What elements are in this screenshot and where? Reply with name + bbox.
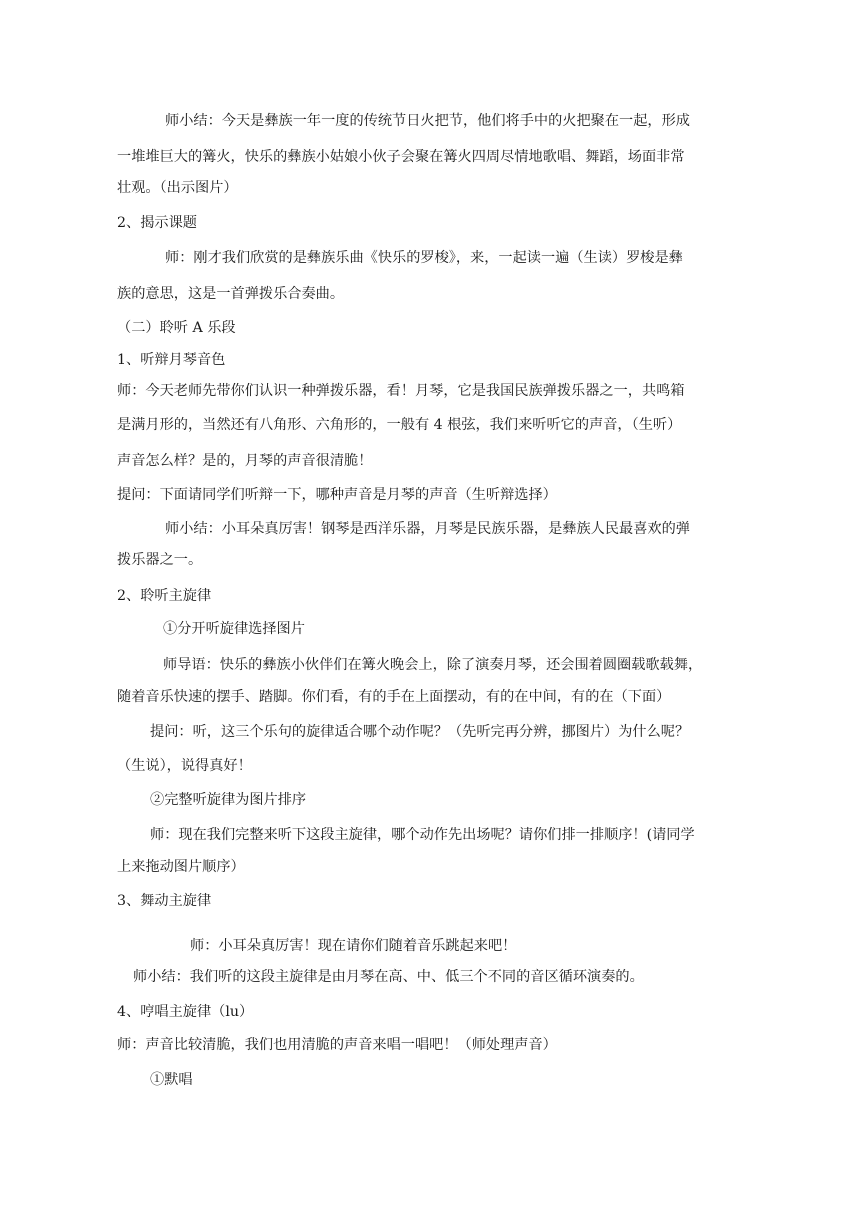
paragraph-line: 声音怎么样？是的，月琴的声音很清脆！ bbox=[117, 453, 373, 469]
paragraph-line: 提问：下面请同学们听辩一下，哪种声音是月琴的声音（生听辩选择） bbox=[117, 487, 557, 503]
section-heading: 2、揭示课题 bbox=[117, 215, 197, 231]
paragraph-line: 随着音乐快速的摆手、踏脚。你们看，有的手在上面摆动，有的在中间，有的在（下面） bbox=[117, 689, 671, 705]
paragraph-line: 师：现在我们完整来听下这段主旋律，哪个动作先出场呢？请你们排一排顺序！(请同学 bbox=[150, 827, 695, 843]
paragraph-line: 壮观。（出示图片） bbox=[117, 180, 238, 196]
paragraph-line: 师：声音比较清脆，我们也用清脆的声音来唱一唱吧！（师处理声音） bbox=[117, 1037, 557, 1053]
paragraph-line: 一堆堆巨大的篝火，快乐的彝族小姑娘小伙子会聚在篝火四周尽情地歌唱、舞蹈，场面非常 bbox=[117, 149, 685, 165]
paragraph-line: 师：小耳朵真厉害！现在请你们随着音乐跳起来吧！ bbox=[190, 938, 517, 954]
paragraph-line: 上来拖动图片顺序） bbox=[117, 859, 245, 875]
section-heading: （二）聆听 A 乐段 bbox=[117, 320, 236, 336]
paragraph-line: 师导语：快乐的彝族小伙伴们在篝火晚会上，除了演奏月琴，还会围着圆圈载歌载舞， bbox=[163, 657, 703, 673]
paragraph-line: 师小结：我们听的这段主旋律是由月琴在高、中、低三个不同的音区循环演奏的。 bbox=[133, 969, 644, 985]
section-heading: 1、听辩月琴音色 bbox=[117, 352, 226, 368]
paragraph-line: 师小结：今天是彝族一年一度的传统节日火把节，他们将手中的火把聚在一起，形成 bbox=[165, 113, 690, 129]
paragraph-line: 师小结：小耳朵真厉害！钢琴是西洋乐器，月琴是民族乐器，是彝族人民最喜欢的弹 bbox=[165, 521, 690, 537]
paragraph-line: 提问：听，这三个乐句的旋律适合哪个动作呢？（先听完再分辨，挪图片）为什么呢？ bbox=[150, 724, 690, 740]
sub-item: ②完整听旋律为图片排序 bbox=[150, 792, 307, 808]
paragraph-line: 师：今天老师先带你们认识一种弹拨乐器，看！月琴，它是我国民族弹拨乐器之一，共鸣箱 bbox=[117, 383, 685, 399]
sub-item: ①默唱 bbox=[150, 1072, 193, 1088]
section-heading: 3、舞动主旋律 bbox=[117, 893, 212, 909]
paragraph-line: 族的意思，这是一首弹拨乐合奏曲。 bbox=[117, 286, 345, 302]
paragraph-line: （生说），说得真好！ bbox=[117, 758, 252, 774]
paragraph-line: 是满月形的，当然还有八角形、六角形的，一般有 4 根弦，我们来听听它的声音，（生听） bbox=[117, 417, 682, 433]
section-heading: 4、哼唱主旋律（lu） bbox=[117, 1004, 254, 1020]
section-heading: 2、聆听主旋律 bbox=[117, 588, 212, 604]
paragraph-line: 师：刚才我们欣赏的是彝族乐曲《快乐的罗梭》，来，一起读一遍（生读）罗梭是彝 bbox=[165, 250, 683, 266]
paragraph-line: 拨乐器之一。 bbox=[117, 552, 203, 568]
sub-item: ①分开听旋律选择图片 bbox=[163, 621, 305, 637]
